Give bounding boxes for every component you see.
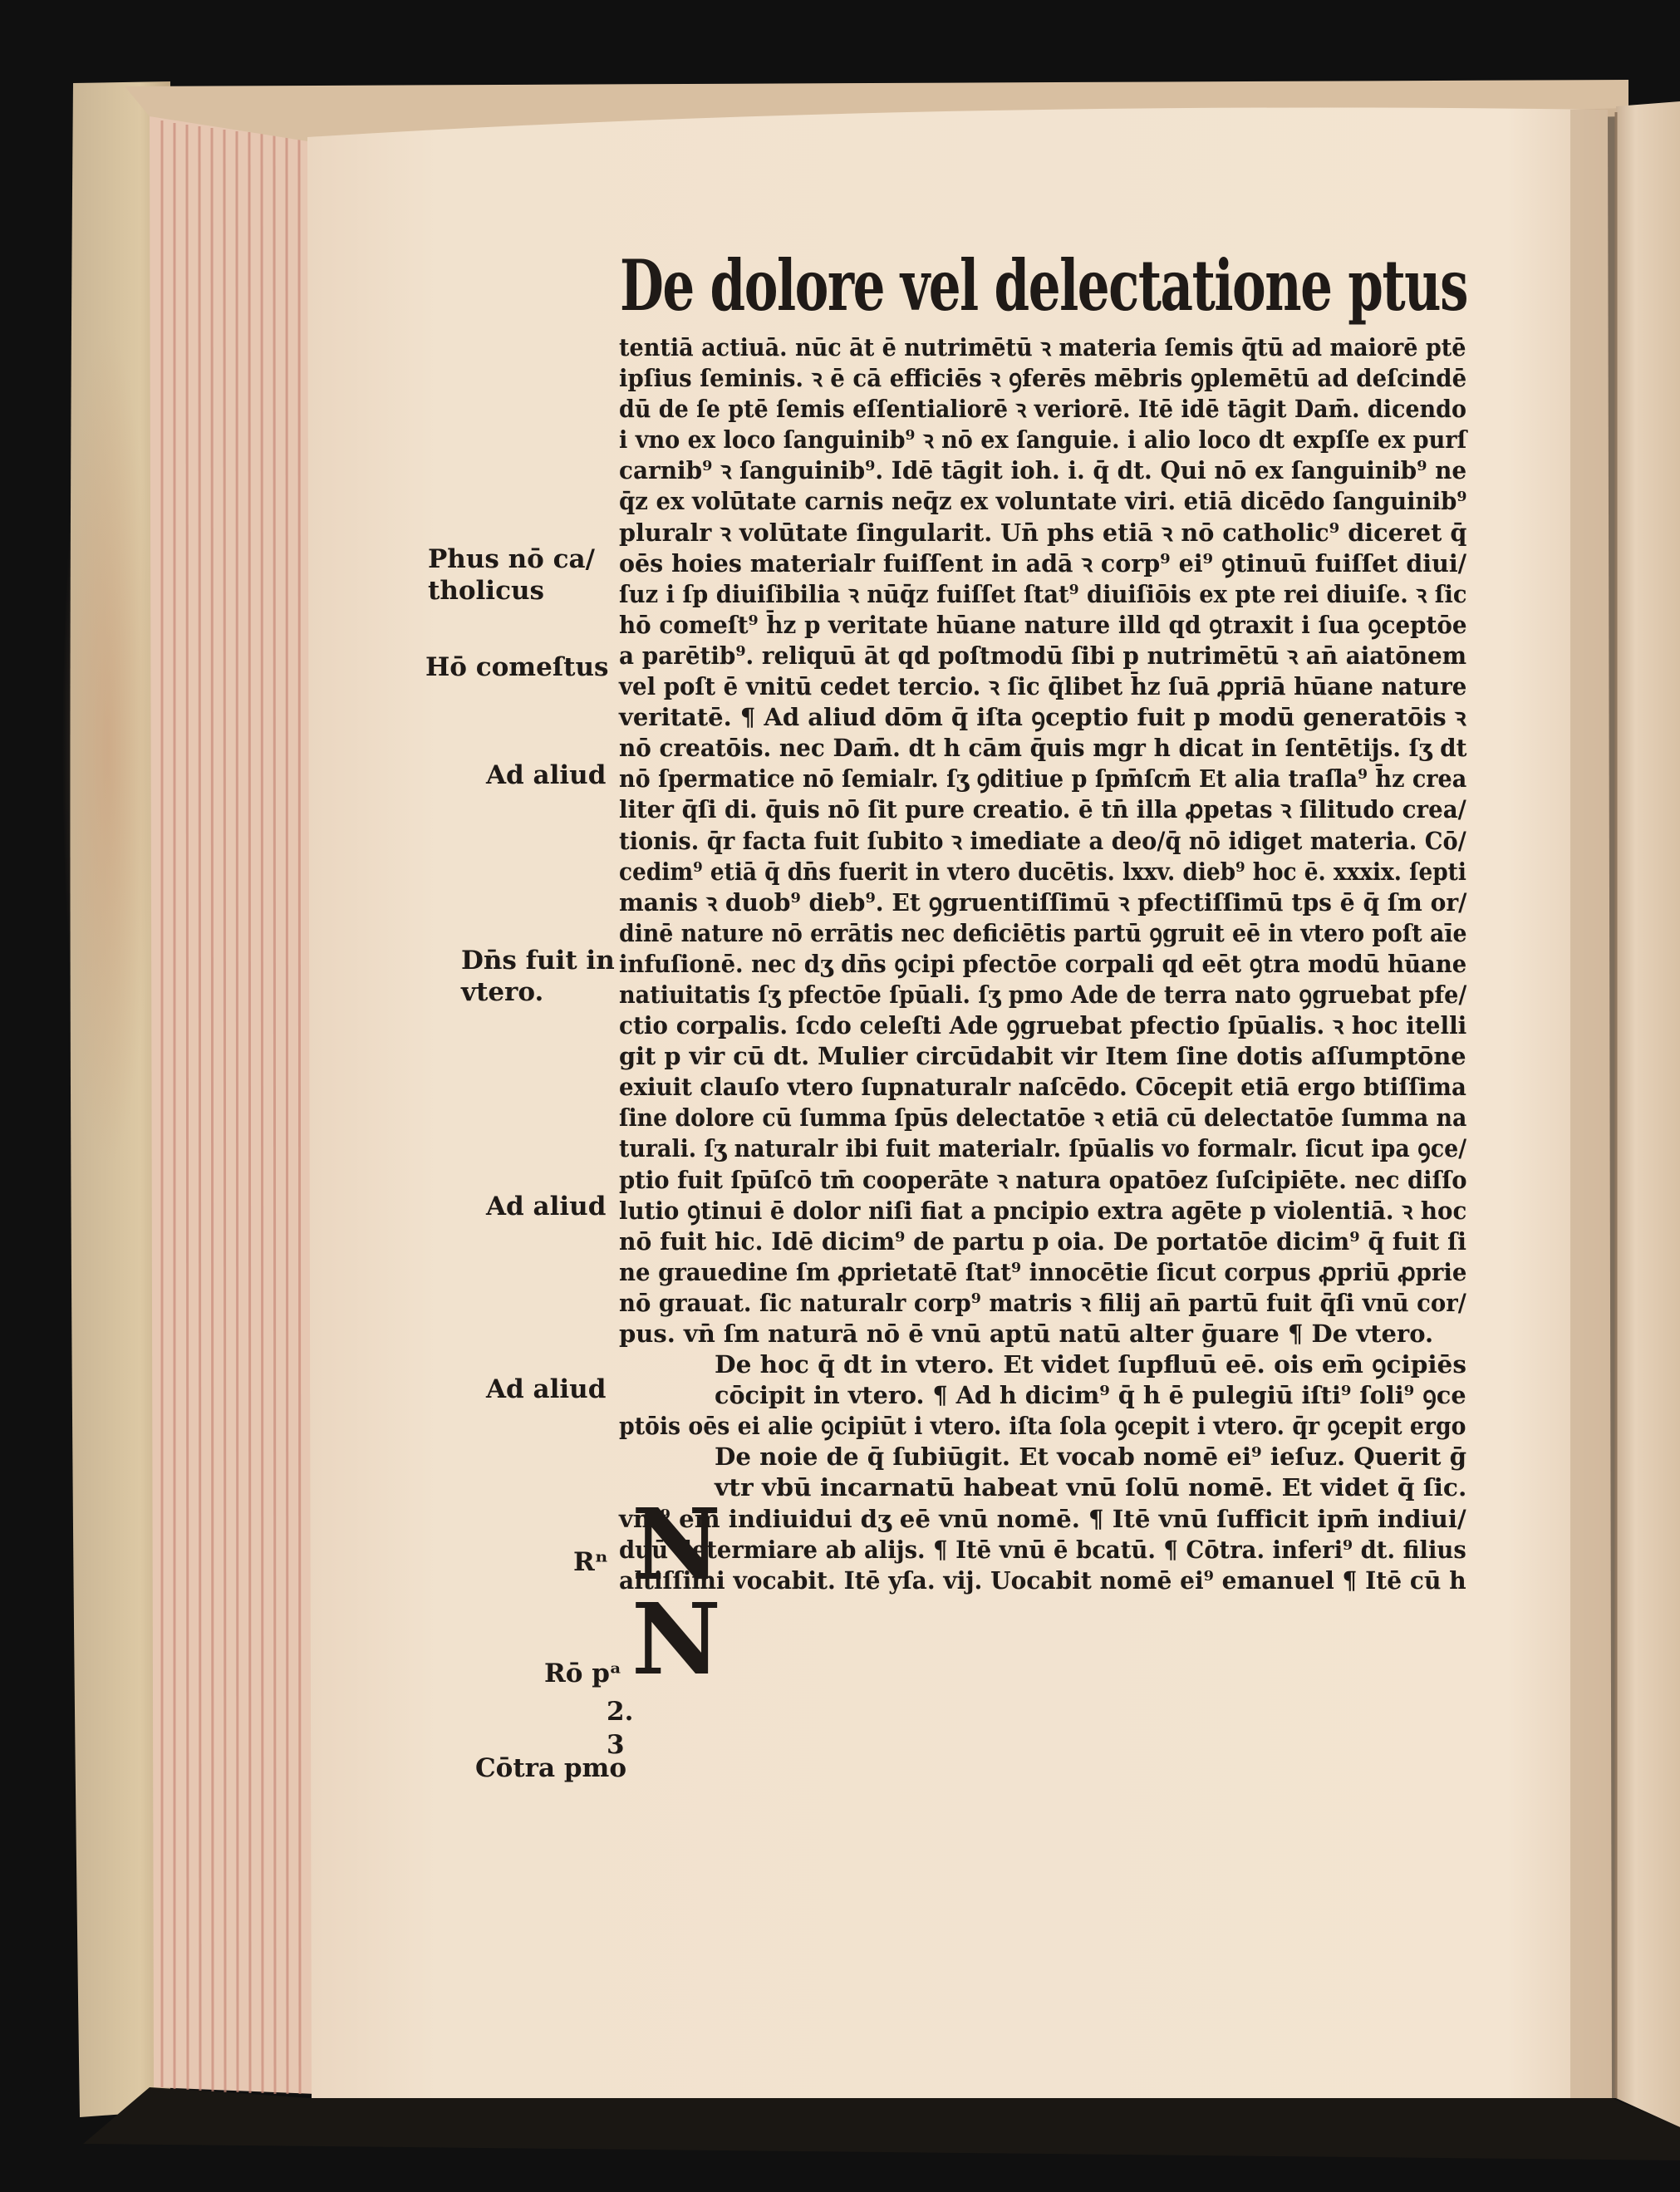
text-line: altiſſimi vocabit. Itē yſa. vij. Uocabit nomē ei⁹ emanuel ¶ Itē cū h <box>619 1565 1466 1595</box>
text-line: nō fuit hic. Idē dicim⁹ de partu p oia. De portatōe dicim⁹ q̄ fuit ſi <box>619 1226 1466 1256</box>
margin-note: vtero. <box>461 977 544 1007</box>
cover-stain <box>62 332 154 1163</box>
text-line: tionis. q̄r facta fuit ſubito ꝛ imediate a deo/q̄ nō idiget materia. Cō/ <box>619 826 1466 855</box>
text-line: vtr vbū incarnatū habeat vnū ſolū nomē. Et videt q̄ ſic. <box>715 1473 1467 1502</box>
margin-note: Hō comeſtus <box>425 652 609 682</box>
margin-note: Phus nō ca/ <box>428 544 595 574</box>
text-line: ptōis oēs ei alie ꝯcipiūt i vtero. iſta ſola ꝯcepit i vtero. q̄r ꝯcepit ergo <box>619 1412 1466 1441</box>
text-line: ctio corpalis. ſcdo celeſti Ade ꝯgruebat pfectio ſpūalis. ꝛ hoc itelli <box>619 1011 1467 1040</box>
text-line: ipſius ſeminis. ꝛ ē cā efficiēs ꝛ ꝯferēs mēbris ꝯplemētū ad deſcindē <box>619 364 1467 393</box>
margin-note: Dn̄s fuit in <box>461 946 615 976</box>
text-line: liter q̄ſi di. q̄uis nō ſit pure creatio. ē tn̄ illa ꝓpetas ꝛ ſilitudo crea/ <box>619 795 1466 824</box>
text-line: dū de ſe ptē ſemis eſſentialiorē ꝛ veriorē. Itē idē tāgit Dam̄. dicendo <box>619 395 1466 424</box>
text-line: tentiā actiuā. nūc āt ē nutrimētū ꝛ materia ſemis q̄tū ad maiorē ptē <box>619 333 1466 361</box>
right-page <box>1616 101 1680 2127</box>
text-line: carnib⁹ ꝛ ſanguinib⁹. Idē tāgit ioh. i. q̄ dt. Qui nō ex ſanguinib⁹ ne <box>619 456 1467 485</box>
text-line: git p vir cū dt. Mulier circūdabit vir Item ſine dotis aſſumptōne <box>619 1042 1466 1071</box>
text-line: ſuz i ſp diuiſibilia ꝛ nūq̄z fuiſſet ſtat⁹ diuiſiōis ex pte rei diuiſe. ꝛ ſic <box>619 579 1467 608</box>
text-line: De hoc q̄ dt in vtero. Et videt ſupfluū eē. ois em̄ ꝯcipiēs <box>715 1350 1466 1379</box>
text-line: nō creatōis. nec Dam̄. dt h cām q̄uis mgr h dicat in ſentētijs. ſʒ dt <box>619 734 1467 763</box>
margin-note: 3 <box>607 1730 625 1760</box>
text-line: turali. ſʒ naturalr ibi fuit materialr. ſpūalis vo formalr. ſicut ipa ꝯce/ <box>619 1134 1467 1163</box>
text-line: duū determiare ab alijs. ¶ Itē vnū ē bcatū. ¶ Cōtra. inferi⁹ dt. filius <box>619 1535 1466 1564</box>
text-line: vni⁹ em̄ indiuidui dʒ eē vnū nomē. ¶ Itē vnū ſufficit ipm̄ indiui/ <box>619 1504 1466 1533</box>
text-line: i vno ex loco ſanguinib⁹ ꝛ nō ex ſanguie. i alio loco dt expſſe ex purſ <box>619 425 1467 455</box>
margin-note: Ad aliud <box>486 760 607 790</box>
margin-note: Cōtra pmo <box>475 1753 627 1783</box>
margin-note: Ad aliud <box>486 1374 607 1404</box>
drop-capital: N <box>631 1487 721 1602</box>
text-line: hō comeſt⁹ h̄z p veritate hūane nature illd qd ꝯtraxit i ſua ꝯceptōe <box>619 610 1467 639</box>
body-text-block <box>619 332 1467 1602</box>
text-line: ſine dolore cū ſumma ſpūs delectatōe ꝛ etiā cū delectatōe ſumma na <box>619 1103 1467 1133</box>
text-line: q̄z ex volūtate carnis neq̄z ex voluntate viri. etiā dicēdo ſanguinib⁹ <box>619 487 1467 516</box>
text-line: infuſionē. nec dʒ dn̄s ꝯcipi pfectōe corpali qd eēt ꝯtra modū hūane <box>619 949 1467 978</box>
text-line: oēs hoies materialr fuiſſent in adā ꝛ corp⁹ ei⁹ ꝯtinuū fuiſſet diui/ <box>619 548 1467 577</box>
text-line: vel poſt ē vnitū cedet tercio. ꝛ ſic q̄libet h̄z ſuā ꝓpriā hūane nature <box>619 672 1467 701</box>
text-line: cedim⁹ etiā q̄ dn̄s fuerit in vtero ducētis. lxxv. dieb⁹ hoc ē. xxxix. ſepti <box>619 857 1466 886</box>
margin-note: Rō pᵃ <box>544 1659 622 1688</box>
margin-note: 2. <box>607 1697 634 1727</box>
text-line: nō grauat. ſic naturalr corp⁹ matris ꝛ filij an̄ partū fuit q̄ſi vnū cor/ <box>619 1288 1466 1317</box>
text-line: dinē nature nō errātis nec deficiētis partū ꝯgruit eē in vtero poſt aīe <box>619 918 1467 947</box>
running-head: De dolore vel delectatione ptus <box>620 244 1467 327</box>
text-line: lutio ꝯtinui ē dolor niſi fiat a pncipio extra agēte p violentiā. ꝛ hoc <box>619 1196 1467 1225</box>
margin-note: Ad aliud <box>486 1192 607 1221</box>
text-line: ne grauedine ſm ꝓprietatē ſtat⁹ innocētie ſicut corpus ꝓpriū ꝓprie <box>619 1257 1467 1286</box>
text-line: veritatē. ¶ Ad aliud dōm q̄ iſta ꝯceptio fuit p modū generatōis ꝛ <box>619 703 1466 732</box>
margin-note: Rⁿ <box>573 1547 608 1577</box>
text-line: a parētib⁹. reliquū āt qd poſtmodū ſibi p nutrimētū ꝛ an̄ aiatōnem <box>619 641 1467 670</box>
text-line: ptio fuit ſpūſcō tm̄ cooperāte ꝛ natura opatōez ſuſcipiēte. nec diſſo <box>619 1165 1467 1194</box>
text-line: manis ꝛ duob⁹ dieb⁹. Et ꝯgruentiſſimū ꝛ pfectiſſimū tps ē q̄ ſm or/ <box>619 887 1467 917</box>
text-line: nō ſpermatice nō ſemialr. ſʒ ꝯditiue p ſpm̄ſcm̄ Et alia traſla⁹ h̄z crea <box>619 764 1467 794</box>
margin-note: tholicus <box>428 576 544 606</box>
text-line: pluralr ꝛ volūtate ſingularit. Un̄ phs etiā ꝛ nō catholic⁹ diceret q̄ <box>619 518 1467 547</box>
text-line: cōcipit in vtero. ¶ Ad h dicim⁹ q̄ h ē pulegiū iſti⁹ ſoli⁹ ꝯce <box>715 1381 1466 1410</box>
drop-capital: N <box>631 1581 721 1697</box>
text-line: natiuitatis ſʒ pfectōe ſpūali. ſʒ pmo Ade de terra nato ꝯgruebat pfe/ <box>619 980 1467 1009</box>
text-line: pus. vn̄ ſm naturā nō ē vnū aptū natū alter ḡuare ¶ De vtero. <box>619 1320 1434 1348</box>
text-line: exiuit clauſo vtero ſupnaturalr naſcēdo. Cōcepit etiā ergo btiſſima <box>619 1073 1466 1102</box>
text-line: De noie de q̄ ſubiūgit. Et vocab nomē ei⁹ ieſuz. Querit ḡ <box>715 1442 1467 1472</box>
